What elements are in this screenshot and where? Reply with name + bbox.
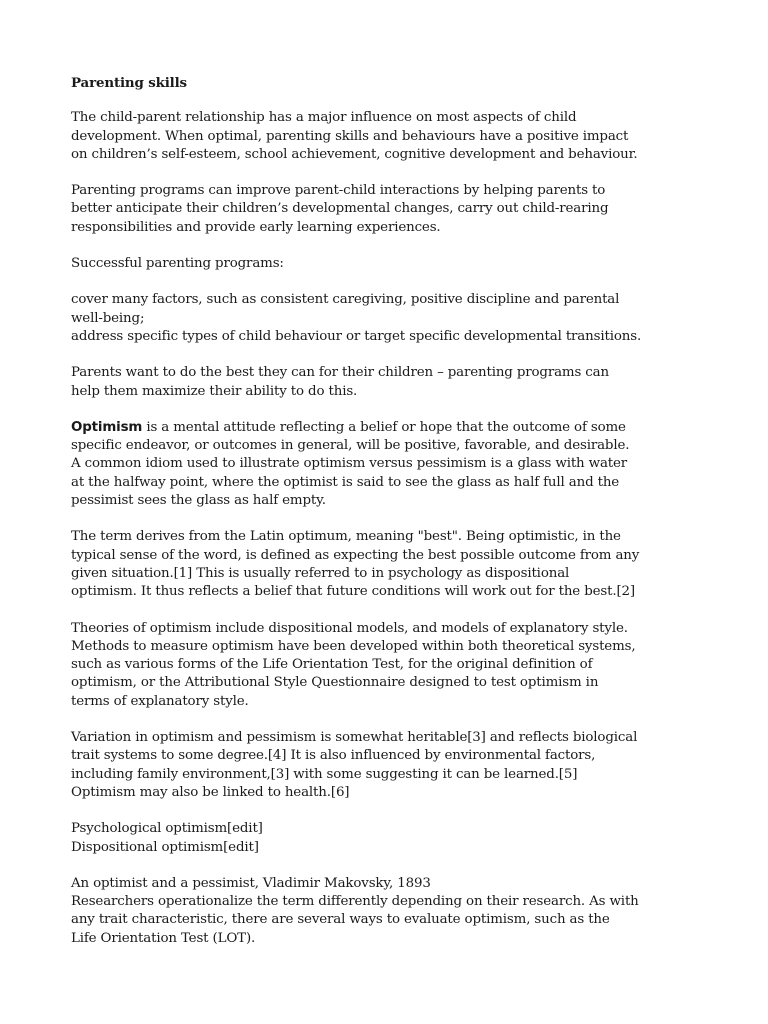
paragraph-parents (71, 364, 711, 401)
text-line: responsibilities and provide early learning experiences. (71, 219, 441, 235)
text-line: pessimist sees the glass as half empty. (71, 493, 326, 509)
text-fragment: is a mental attitude reflecting a belief or hope that the outcome of some (142, 419, 626, 435)
text-line: Parenting programs can improve parent-child interactions by helping parents to (71, 183, 606, 199)
text-line: Theories of optimism include dispositional models, and models of explanatory style. (71, 620, 628, 636)
document-page (71, 74, 711, 966)
text-line: such as various forms of the Life Orientation Test, for the original definition of (71, 657, 593, 673)
paragraph-factors (71, 291, 711, 346)
paragraph-successful (71, 255, 711, 273)
paragraph-term-derives (71, 528, 711, 601)
text-line: any trait characteristic, there are several ways to evaluate optimism, such as the (71, 912, 610, 928)
term-optimism: Optimism (71, 419, 143, 435)
text-line: typical sense of the word, is defined as expecting the best possible outcome from any (71, 547, 640, 563)
text-line: Dispositional optimism[edit] (71, 839, 259, 855)
text-line: including family environment,[3] with some suggesting it can be learned.[5] (71, 766, 578, 782)
text-line: Parents want to do the best they can for their children – parenting programs can (71, 365, 609, 381)
text-line: Methods to measure optimism have been developed within both theoretical systems, (71, 638, 636, 654)
document-heading: Parenting skills (71, 75, 187, 91)
text-line: specific endeavor, or outcomes in general, will be positive, favorable, and desirable. (71, 438, 630, 454)
text-line: Optimism may also be linked to health.[6] (71, 784, 350, 800)
paragraph-optimism (71, 419, 711, 510)
paragraph-researchers (71, 875, 711, 948)
text-line: An optimist and a pessimist, Vladimir Makovsky, 1893 (71, 875, 431, 891)
text-line: Successful parenting programs: (71, 256, 284, 272)
text-line (71, 419, 711, 437)
text-line: Researchers operationalize the term differently depending on their research. As with (71, 894, 639, 910)
text-line: terms of explanatory style. (71, 693, 249, 709)
paragraph-theories (71, 620, 711, 711)
text-line: well-being; (71, 310, 145, 326)
text-line: given situation.[1] This is usually referred to in psychology as dispositional (71, 565, 570, 581)
text-line: address specific types of child behaviour or target specific developmental transitions. (71, 328, 642, 344)
text-line: Life Orientation Test (LOT). (71, 930, 256, 946)
text-line: The term derives from the Latin optimum, meaning "best". Being optimistic, in the (71, 529, 621, 545)
text-line: trait systems to some degree.[4] It is also influenced by environmental factors, (71, 748, 596, 764)
text-line: at the halfway point, where the optimist is said to see the glass as half full and the (71, 474, 620, 490)
text-line: optimism. It thus reflects a belief that future conditions will work out for the best.[2] (71, 584, 635, 600)
paragraph-programs (71, 182, 711, 237)
text-line: on children’s self-esteem, school achievement, cognitive development and behaviour. (71, 146, 638, 162)
paragraph-subheadings (71, 820, 711, 857)
text-line: better anticipate their children’s developmental changes, carry out child-rearing (71, 201, 609, 217)
text-line: A common idiom used to illustrate optimism versus pessimism is a glass with water (71, 456, 628, 472)
text-line: help them maximize their ability to do this. (71, 383, 358, 399)
text-line: development. When optimal, parenting skills and behaviours have a positive impact (71, 128, 629, 144)
text-line: Psychological optimism[edit] (71, 821, 263, 837)
paragraph-variation (71, 729, 711, 802)
text-line: cover many factors, such as consistent caregiving, positive discipline and parental (71, 292, 620, 308)
text-line: The child-parent relationship has a major influence on most aspects of child (71, 110, 577, 126)
paragraph-relationship (71, 109, 711, 164)
text-line: optimism, or the Attributional Style Questionnaire designed to test optimism in (71, 675, 599, 691)
text-line: Variation in optimism and pessimism is somewhat heritable[3] and reflects biological (71, 730, 638, 746)
